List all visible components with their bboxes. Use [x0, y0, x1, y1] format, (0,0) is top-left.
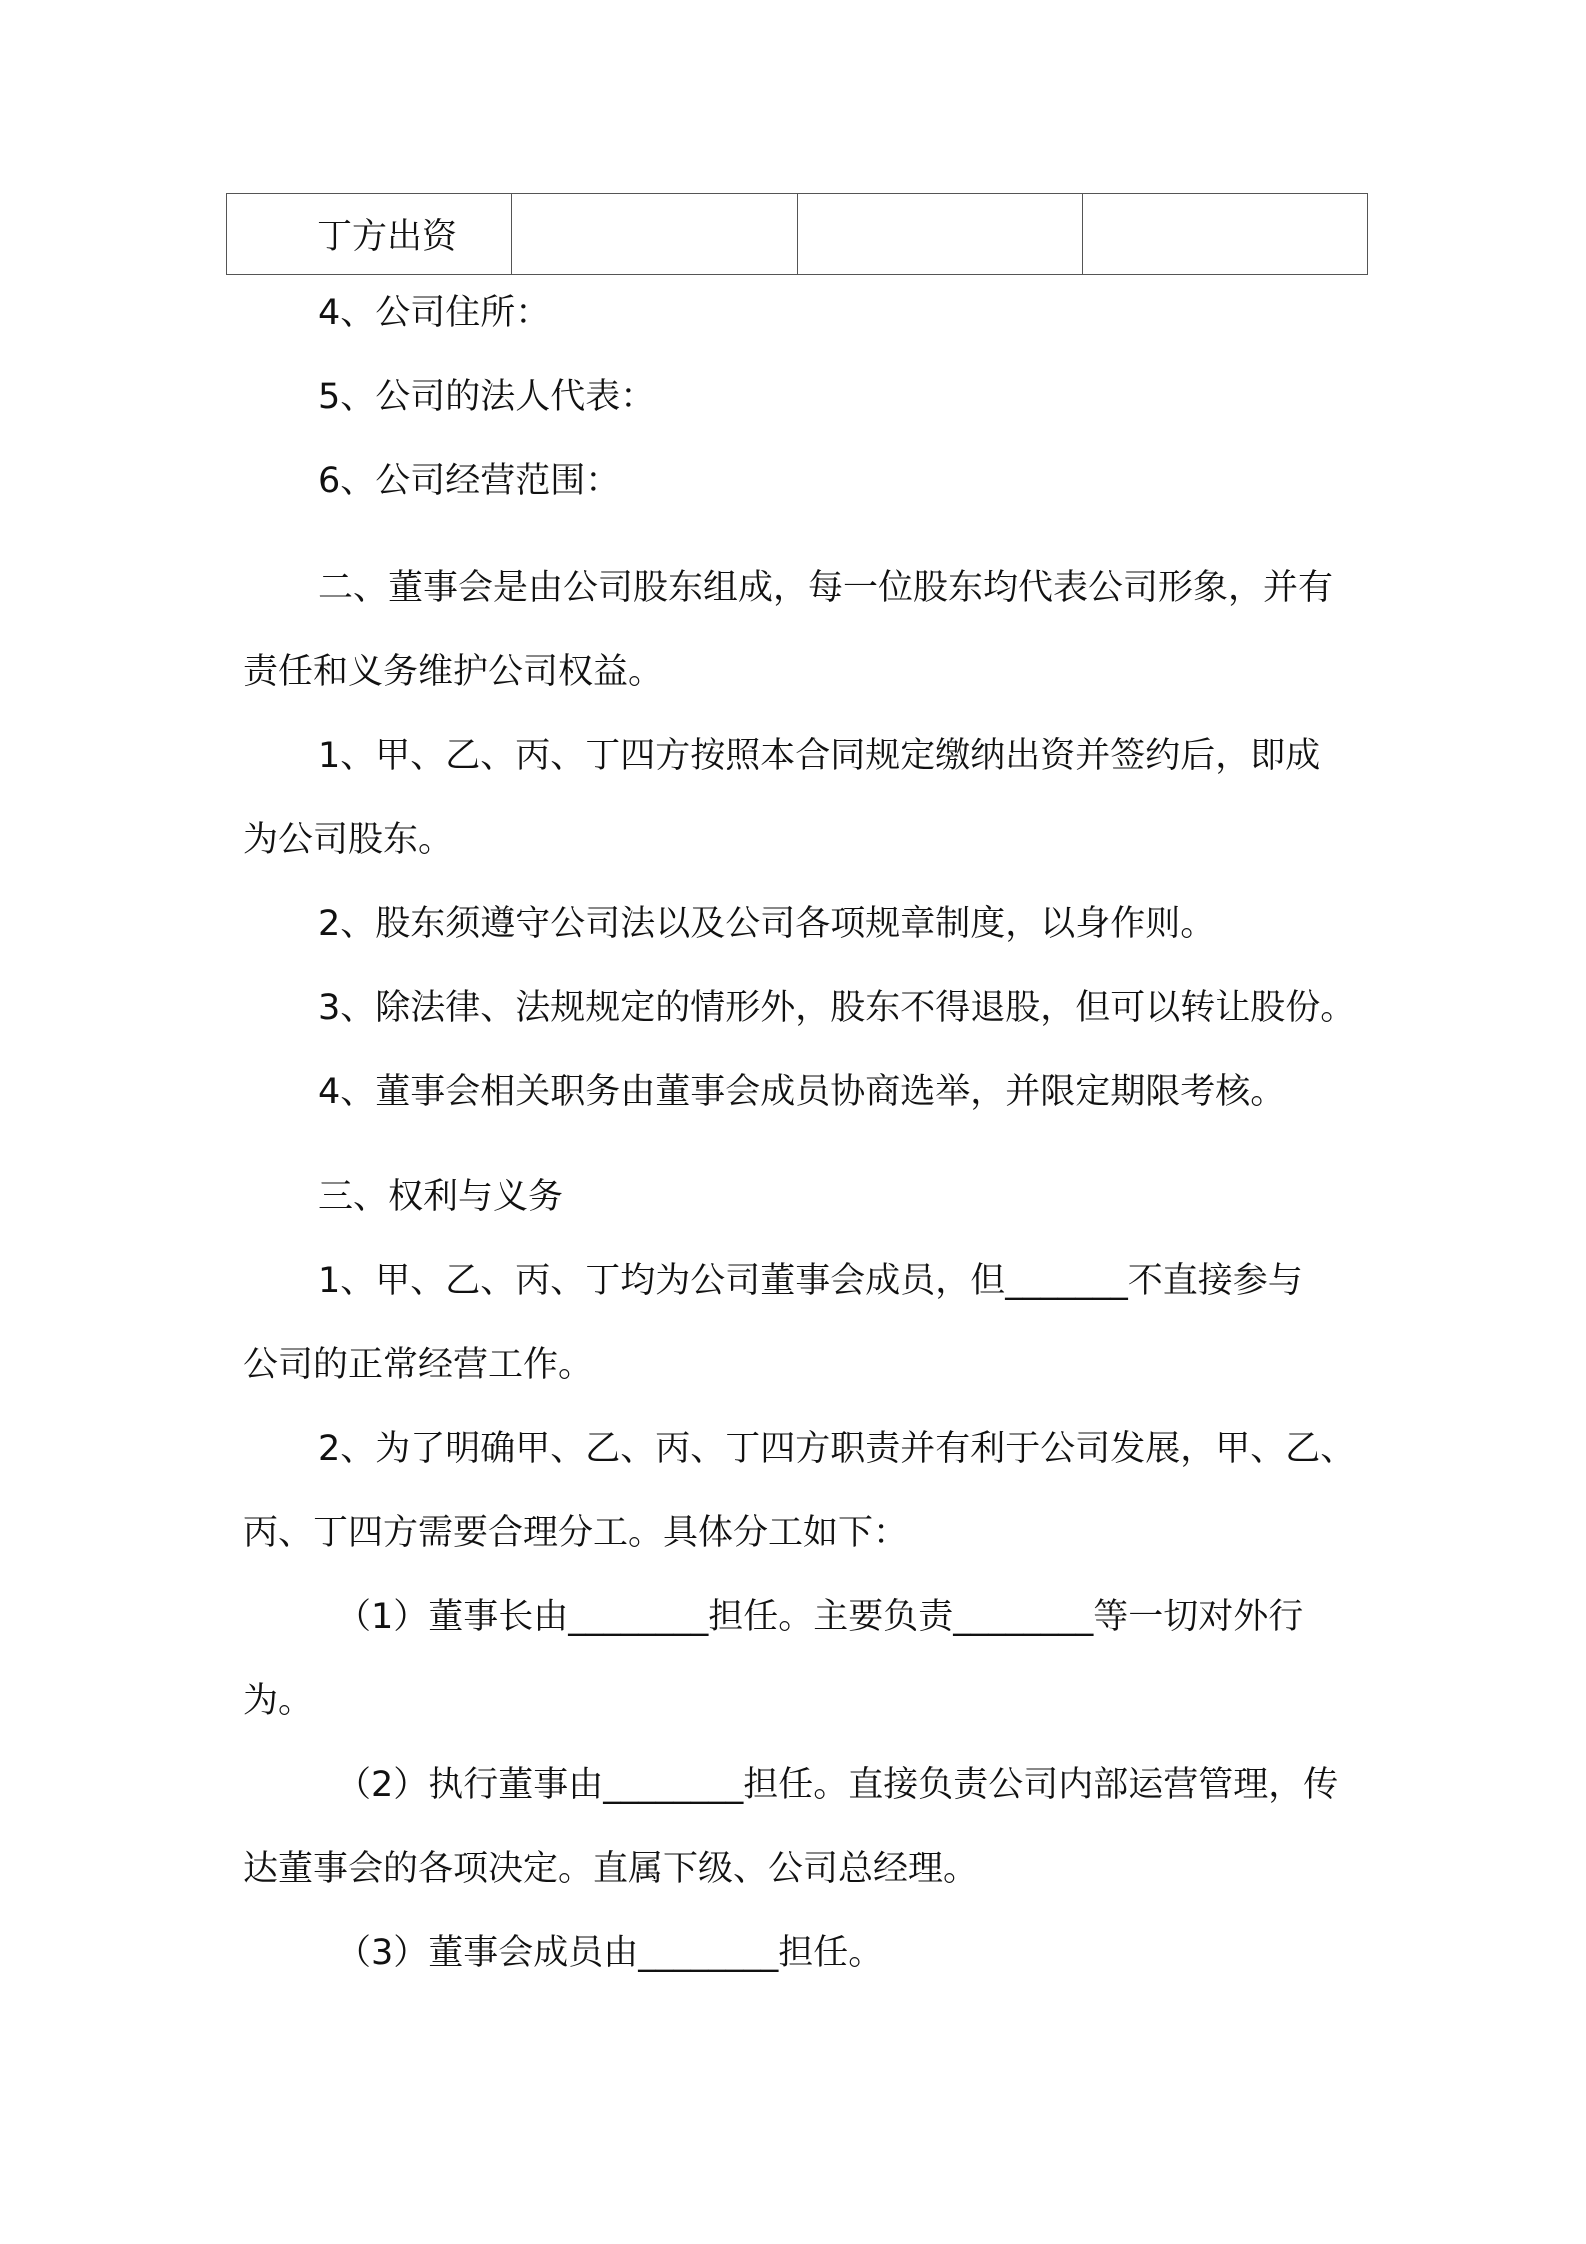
paragraph-line: 3、除法律、法规规定的情形外，股东不得退股，但可以转让股份。 — [318, 988, 1356, 1028]
section-two-heading: 二、董事会是由公司股东组成，每一位股东均代表公司形象，并有 — [318, 568, 1334, 608]
paragraph-line: 为。 — [243, 1681, 314, 1721]
business-scope-line: 6、公司经营范围： — [318, 461, 621, 501]
paragraph-line: 1、甲、乙、丙、丁均为公司董事会成员，但_______不直接参与 — [318, 1261, 1303, 1301]
paragraph-line: 2、股东须遵守公司法以及公司各项规章制度，以身作则。 — [318, 904, 1216, 944]
investment-table — [226, 193, 1368, 275]
chairman-line: （1）董事长由________担任。主要负责________等一切对外行 — [336, 1597, 1304, 1637]
table-cell — [797, 194, 1082, 275]
row-label-cell: 丁方出资 — [227, 194, 512, 275]
section-three-heading: 三、权利与义务 — [318, 1177, 564, 1217]
company-address-line: 4、公司住所： — [318, 293, 551, 333]
paragraph-line: 公司的正常经营工作。 — [243, 1345, 594, 1385]
paragraph-line: 2、为了明确甲、乙、丙、丁四方职责并有利于公司发展，甲、乙、 — [318, 1429, 1356, 1469]
table-cell — [1082, 194, 1367, 275]
paragraph-line: 4、董事会相关职务由董事会成员协商选举，并限定期限考核。 — [318, 1072, 1286, 1112]
paragraph-line: 丙、丁四方需要合理分工。具体分工如下： — [243, 1513, 909, 1553]
table-row — [227, 194, 1368, 275]
paragraph-line: 达董事会的各项决定。直属下级、公司总经理。 — [243, 1849, 979, 1889]
paragraph-line: 1、甲、乙、丙、丁四方按照本合同规定缴纳出资并签约后，即成 — [318, 736, 1321, 776]
table-cell — [512, 194, 797, 275]
paragraph-line: 责任和义务维护公司权益。 — [243, 652, 664, 692]
paragraph-line: 为公司股东。 — [243, 820, 454, 860]
board-members-line: （3）董事会成员由________担任。 — [336, 1933, 884, 1973]
executive-director-line: （2）执行董事由________担任。直接负责公司内部运营管理，传 — [336, 1765, 1339, 1805]
legal-representative-line: 5、公司的法人代表： — [318, 377, 656, 417]
